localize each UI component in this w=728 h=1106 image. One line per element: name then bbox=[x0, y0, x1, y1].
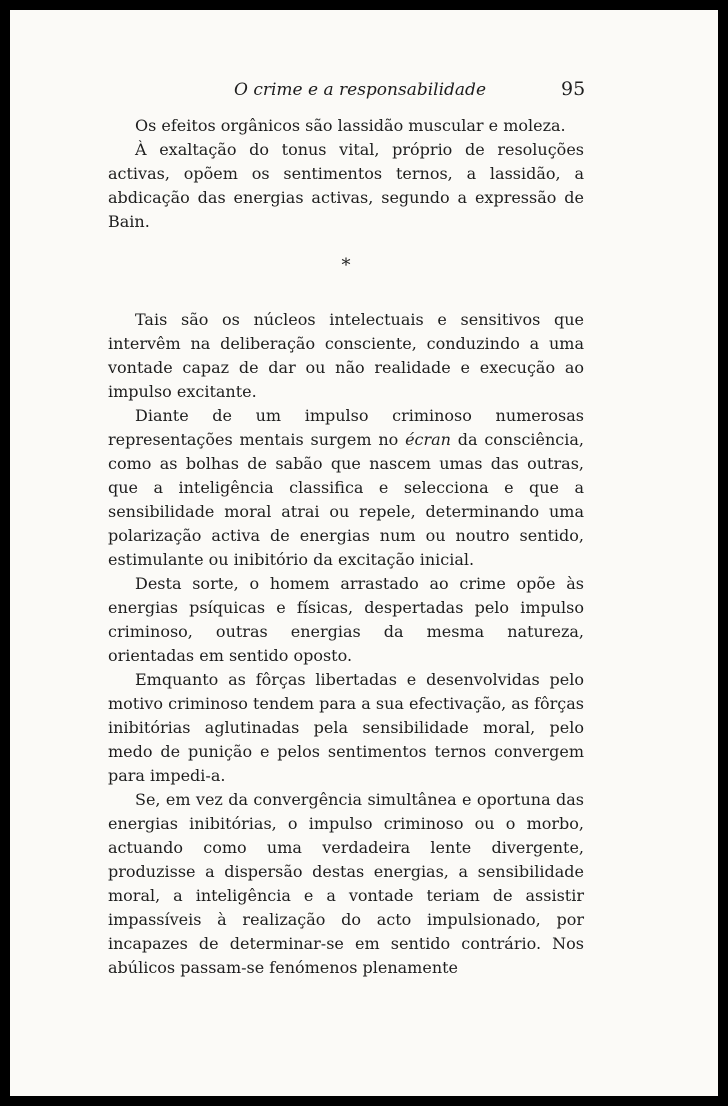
paragraph: À exaltação do tonus vital, próprio de resoluções activas, opõem os sentimentos ternos, a lassidão, a abdicação das energias activas, segundo a expressão de Bain. bbox=[108, 140, 584, 231]
paragraph: Emquanto as fôrças libertadas e desenvolvidas pelo motivo criminoso tendem para a sua efectivação, as fôrças inibitórias aglutinadas pela sensibilidade moral, pelo medo de punição e pelos sentimentos ternos convergem para impedi-a. bbox=[108, 670, 584, 785]
paragraph: Tais são os núcleos intelectuais e sensitivos que intervêm na deliberação consciente, conduzindo a uma vontade capaz de dar ou não realidade e execução ao impulso excitante. bbox=[108, 310, 584, 401]
paragraph: Desta sorte, o homem arrastado ao crime opõe às energias psíquicas e físicas, despertadas pelo impulso criminoso, outras energias da mesma natureza, orientadas em sentido oposto. bbox=[108, 574, 584, 665]
paragraph-text: da consciência, como as bolhas de sabão que nascem umas das outras, que a inteligência classifica e selecciona e que a sensibilidade moral atrai ou repele, determinando uma polarização activa de energias num ou noutro sentido, estimulante ou inibitório da excitação inicial. bbox=[108, 430, 584, 569]
running-title: O crime e a responsabilidade bbox=[234, 80, 487, 100]
paragraph bbox=[108, 404, 584, 572]
paragraph-text: Diante de um impulso criminoso numerosas representações mentais surgem no bbox=[108, 406, 584, 449]
italic-term: écran bbox=[405, 430, 451, 449]
body-text bbox=[108, 114, 584, 980]
paragraph: Se, em vez da convergência simultânea e oportuna das energias inibitórias, o impulso criminoso ou o morbo, actuando como uma verdadeira lente divergente, produzisse a dispersão destas energias, a sensibilidade moral, a inteligência e a vontade teriam de assistir impassíveis à realização do acto impulsionado, por incapazes de determinar-se em sentido contrário. Nos abúlicos passam-se fenómenos plenamente bbox=[108, 790, 584, 977]
page-number: 95 bbox=[561, 78, 586, 100]
section-separator: * bbox=[341, 255, 351, 276]
page-header bbox=[10, 80, 718, 102]
book-page bbox=[10, 10, 718, 1096]
paragraph: Os efeitos orgânicos são lassidão muscular e moleza. bbox=[135, 116, 566, 135]
